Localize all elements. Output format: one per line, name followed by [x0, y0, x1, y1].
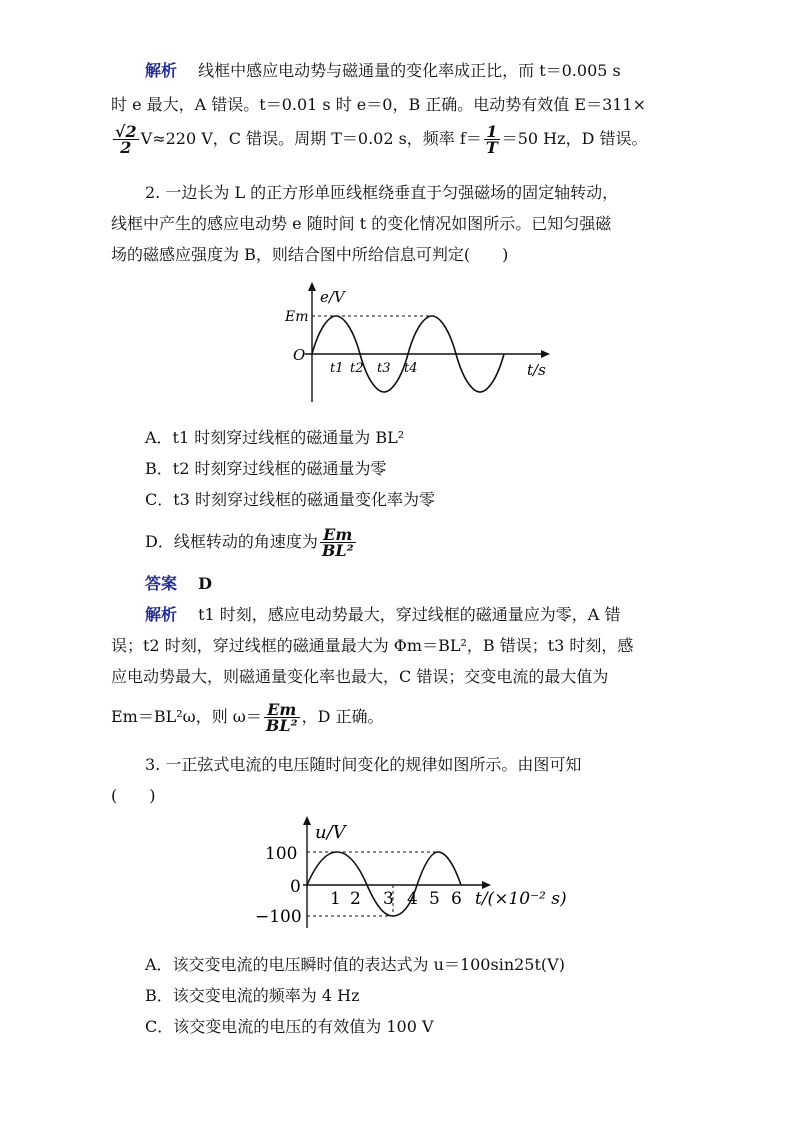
tick-5: 5: [429, 889, 440, 909]
one-over-t-fraction: $\frac{1}{T}$: [485, 122, 498, 157]
tick-1: 1: [330, 889, 341, 909]
answer-2: [145, 573, 212, 595]
q2-option-a: A．t1 时刻穿过线框的磁通量为 BL²: [145, 428, 405, 447]
solution-tag: 解析: [145, 605, 178, 624]
tick-2: 2: [350, 889, 361, 909]
q3-option-a: A．该交变电流的电压瞬时值的表达式为 u＝100sin25t(V): [145, 955, 565, 974]
tick-t1: t1: [330, 361, 344, 376]
y-label-0: 0: [290, 877, 301, 897]
emf-time-graph: [275, 280, 560, 410]
em-over-bl2-fraction: $\frac{Em}{\text{BL²}}$: [321, 525, 354, 560]
q3-option-c: C．该交变电流的电压的有效值为 100 V: [145, 1017, 434, 1036]
origin-label: O: [293, 346, 306, 364]
y-label-100: 100: [265, 844, 298, 864]
question-3-line-1: 3. 一正弦式电流的电压随时间变化的规律如图所示。由图可知: [145, 755, 582, 774]
em-label: Em: [285, 309, 309, 325]
tick-t3: t3: [377, 361, 391, 376]
question-2-line-1: 2. 一边长为 L 的正方形单匝线框绕垂直于匀强磁场的固定轴转动，: [145, 183, 619, 202]
tick-6: 6: [451, 889, 462, 909]
solution-2-line-2: 误；t2 时刻，穿过线框的磁通量最大为 Φm＝BL²，B 错误；t3 时刻，感: [111, 636, 634, 655]
q2-option-d: D．线框转动的角速度为 $\frac{Em}{\text{BL²}}$: [145, 525, 354, 560]
q2-option-c: C．t3 时刻穿过线框的磁通量变化率为零: [145, 490, 435, 509]
solution-1-line-3: $\frac{√2}{2}$ V≈220 V，C 错误。周期 T＝0.02 s，频率 f＝ $\frac{1}{T}$ ＝50 Hz，D 错误。: [115, 122, 648, 157]
tick-t4: t4: [404, 361, 418, 376]
tick-4: 4: [407, 889, 418, 909]
tick-3: 3: [383, 889, 394, 909]
y-label-minus-100: −100: [255, 907, 302, 927]
sqrt2-over-2-fraction: $\frac{√2}{2}$: [115, 122, 137, 157]
omega-fraction: $\frac{Em}{\text{BL²}}$: [265, 700, 298, 735]
x-axis-label: t/s: [527, 361, 546, 379]
solution-2-line-3: 应电动势最大，则磁通量变化率也最大，C 错误；交变电流的最大值为: [111, 667, 609, 686]
voltage-time-graph: [245, 812, 590, 930]
q3-option-b: B．该交变电流的频率为 4 Hz: [145, 986, 360, 1005]
solution-1-line-1: 解析 线框中感应电动势与磁通量的变化率成正比，而 t＝0.005 s: [145, 61, 621, 80]
answer-tag: 答案: [145, 574, 178, 593]
solution-2-line-4: Em＝BL²ω，则 ω＝ $\frac{Em}{\text{BL²}}$ ，D 正确。: [111, 700, 384, 735]
question-2-line-3: 场的磁感应强度为 B，则结合图中所给信息可判定( ): [111, 245, 509, 264]
solution-2-line-1: 解析 t1 时刻，感应电动势最大，穿过线框的磁通量应为零，A 错: [145, 605, 621, 624]
answer-value: D: [198, 574, 212, 593]
solution-tag: 解析: [145, 61, 178, 80]
y-axis-label: e/V: [320, 288, 345, 306]
question-2-line-2: 线框中产生的感应电动势 e 随时间 t 的变化情况如图所示。已知匀强磁: [111, 214, 612, 233]
solution-1-line-2: 时 e 最大，A 错误。t＝0.01 s 时 e＝0，B 正确。电动势有效值 E＝311×: [111, 95, 647, 114]
x-axis-label: t/(×10⁻² s): [475, 889, 567, 909]
q2-option-b: B．t2 时刻穿过线框的磁通量为零: [145, 459, 387, 478]
y-axis-label: u/V: [315, 822, 346, 843]
tick-t2: t2: [350, 361, 364, 376]
question-3-line-2: ( ): [111, 786, 156, 805]
